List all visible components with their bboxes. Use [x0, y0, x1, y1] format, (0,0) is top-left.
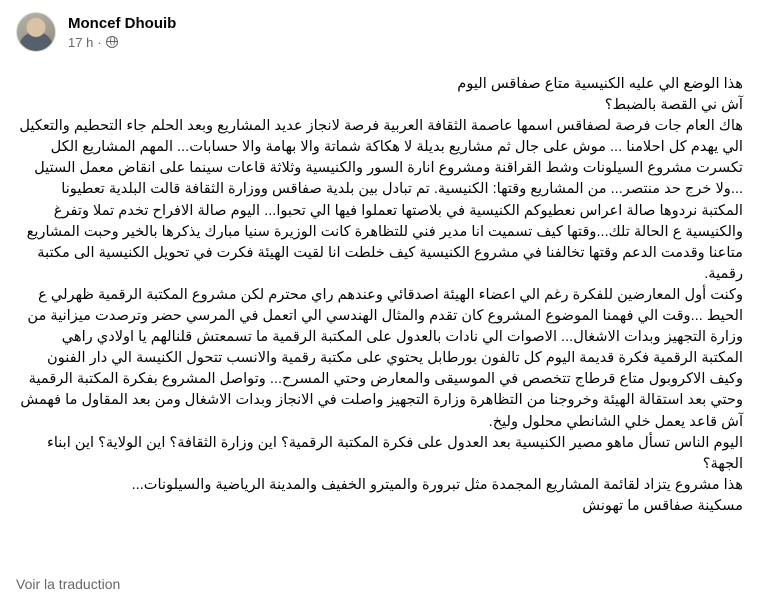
post-body — [18, 74, 743, 517]
author-avatar[interactable] — [16, 12, 56, 52]
post-meta — [68, 14, 176, 51]
post-time[interactable]: 17 h — [68, 34, 94, 50]
post-subline — [68, 34, 176, 51]
post-paragraph: آش ني القصة بالضبط؟ — [604, 97, 743, 114]
post-paragraph: اليوم الناس تسأل ماهو مصير الكنيسية بعد العدول على فكرة المكتبة الرقمية؟ اين وزارة الثقافة؟ اين الولاية؟ اين ابناء الجهة؟ — [46, 434, 743, 472]
post-paragraph: هاك العام جات فرصة لصفاقس اسمها عاصمة الثقافة العربية فرصة لانجاز عديد المشاريع وبعد الحلم جاء التحطيم والتعكيل الي يهدم كل احلامنا ... موش على جال ثم مشاريع بديلة لا هكاكة شماتة والا بهامة والا حسابات... المهم المشاريع الكل تكسرت مشروع السيلونات وشط القراقنة ومشروع انارة السور والكنيسية وثلاثة قاعات سينما على انقاض معمل الستيل ...ولا خرج حد منتصر... من المشاريع وقتها: الكنيسية. تم تبادل بين بلدية صفاقس ووزارة الثقافة قالت البلدية تعطيونا المكتبة نردوها صالة اعراس نعطيوكم الكنيسية في بلاصتها تعملوا فيها الي تحبوا... اليوم صالة الافراح تخدم تملا وتفرغ والكنيسية ع الحالة تلك...وقتها كيف تسميت انا مدير فني للتظاهرة كانت الوزيرة سنيا مبارك يذكرها بالخير وحبت المشاريع متاعنا وقدمت الدعم وقتها تخالفنا في مشروع الكنيسية كيف خلطت انا لقيت الهيئة فكرت في تحويل الكنيسية الى مكتبة رقمية. — [19, 118, 743, 282]
separator-dot: · — [97, 34, 102, 50]
globe-icon[interactable] — [106, 36, 118, 48]
author-name[interactable]: Moncef Dhouib — [68, 14, 177, 32]
post-paragraph: وكنت أول المعارضين للفكرة رغم الي اعضاء الهيئة اصدقائي وعندهم راي محترم لكن مشروع المكتبة الرقمية ظهرلي ع الحيط ...وقت الي فهمنا الموضوع المشروع كان تقدم والمثال الهندسي الي اتعمل في المرسي حضر وترصدت ميزانية من وزارة التجهيز وبدات الاشغال... الاصوات الي نادات بالعدول على المكتبة الرقمية ما تسمعتش قلنالهم يا اولادي راهي المكتبة الرقمية فكرة قديمة اليوم كل تالفون بورطابل يحتوي على مكتبة رقمية والانسب تتحول الكنيسة الي دار الفنون وكيف الاكروبول متاع قرطاج تتخصص في الموسيقى والمعارض وحتي المسرح... وتواصل المشروع بفكرة المكتبة الرقمية وحتي بعد استقالة الهيئة وخروجنا من التظاهرة وزارة التجهيز واصلت في الانجاز وبدات الاشغال ومن بعد المقاول ما فهمش آش قاعد يعمل خلي الشانطي محلول وليخ. — [20, 286, 743, 430]
see-translation-link[interactable]: Voir la traduction — [16, 576, 121, 592]
post-header — [16, 12, 176, 52]
post-paragraph: هذا مشروع يتزاد لقائمة المشاريع المجمدة مثل تبرورة والميترو الخفيف والمدينة الرياضية والسيلونات... — [131, 476, 743, 493]
post-paragraph: هذا الوضع الي عليه الكنيسية متاع صفاقس اليوم — [457, 76, 743, 92]
post-paragraph: مسكينة صفاقس ما تهونش — [582, 497, 743, 514]
